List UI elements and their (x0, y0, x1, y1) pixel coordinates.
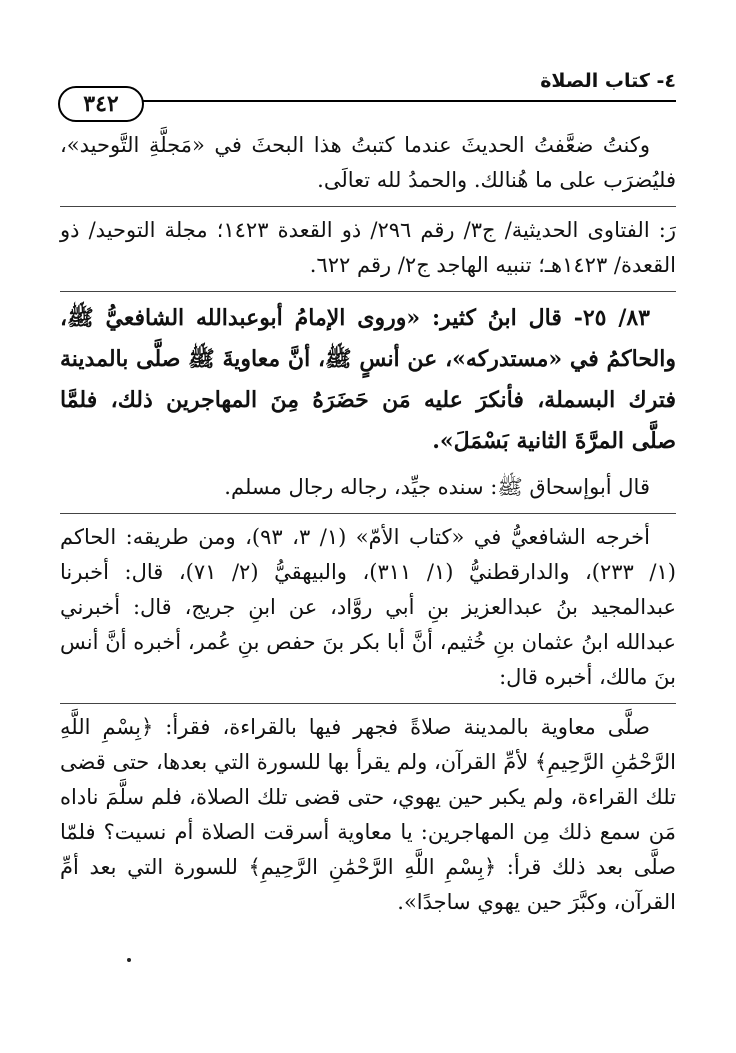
hadith-grade: قال أبوإسحاق ﷺ: سنده جيِّد، رجاله رجال مسلم. (224, 475, 650, 499)
section-separator (60, 206, 676, 207)
page-body (60, 128, 676, 920)
section-separator (60, 513, 676, 514)
hadith-text: ٨٣/ ٢٥- قال ابنُ كثير: «وروى الإمامُ أبوعبدالله الشافعيُّ ﷺ، والحاكمُ في «مستدركه»، عن أنسٍ ﷺ، أنَّ معاويةَ ﷺ صلَّى بالمدينة فترك البسملة، فأنكرَ عليه مَن حَضَرَهُ مِنَ المهاجرين ذلك، فلمَّا صلَّى المرَّةَ الثانية بَسْمَلَ». (60, 305, 676, 454)
section-separator (60, 291, 676, 292)
chapter-title: ٤- كتاب الصلاة (540, 70, 676, 92)
takhrij-paragraph: أخرجه الشافعيُّ في «كتاب الأمّ» (١/ ٣، ٩٣)، ومن طريقه: الحاكم (١/ ٢٣٣)، والدارقطنيُّ (١/ ٣١١)، والبيهقيُّ (٢/ ٧١)، قال: أخبرنا عبدالمجيد بنُ عبدالعزيز بنِ أبي روَّاد، عن ابنِ جريج، قال: أخبرني عبدالله ابنُ عثمان بنِ خُثيم، أنَّ أبا بكر بنَ حفص بنِ عُمر، أخبره أنَّ أنس بنَ مالك، أخبره قال: (60, 525, 676, 689)
page-number: ٣٤٢ (58, 86, 144, 122)
paragraph-note: وكنتُ ضعَّفتُ الحديثَ عندما كتبتُ هذا البحثَ في «مَجلَّةِ التَّوحيد»، فليُضرَب على ما هُنالك. والحمدُ لله تعالَى. (60, 133, 676, 192)
running-header (60, 66, 676, 117)
header-rule (60, 100, 676, 102)
section-separator (60, 703, 676, 704)
narration-paragraph: صلَّى معاوية بالمدينة صلاةً فجهر فيها بالقراءة، فقرأ: ﴿بِسْمِ اللَّهِ الرَّحْمَٰنِ الرَّحِيمِ﴾ لأمِّ القرآن، ولم يقرأ بها للسورة التي بعدها، حتى قضى تلك القراءة، ولم يكبر حين يهوي، حتى قضى تلك الصلاة، فلم سلَّمَ ناداه مَن سمع ذلك مِن المهاجرين: يا معاوية أسرقت الصلاة أم نسيت؟ فلمّا صلَّى بعد ذلك قرأ: ﴿بِسْمِ اللَّهِ الرَّحْمَٰنِ الرَّحِيمِ﴾ للسورة التي بعد أمِّ القرآن، وكبَّرَ حين يهوي ساجدًا». (60, 715, 676, 914)
stray-mark (127, 958, 131, 962)
reference-line: رَ: الفتاوى الحديثية/ ج٣/ رقم ٢٩٦/ ذو القعدة ١٤٢٣؛ مجلة التوحيد/ ذو القعدة/ ١٤٢٣هـ؛ تنبيه الهاجد ج٢/ رقم ٦٢٢. (60, 218, 676, 277)
